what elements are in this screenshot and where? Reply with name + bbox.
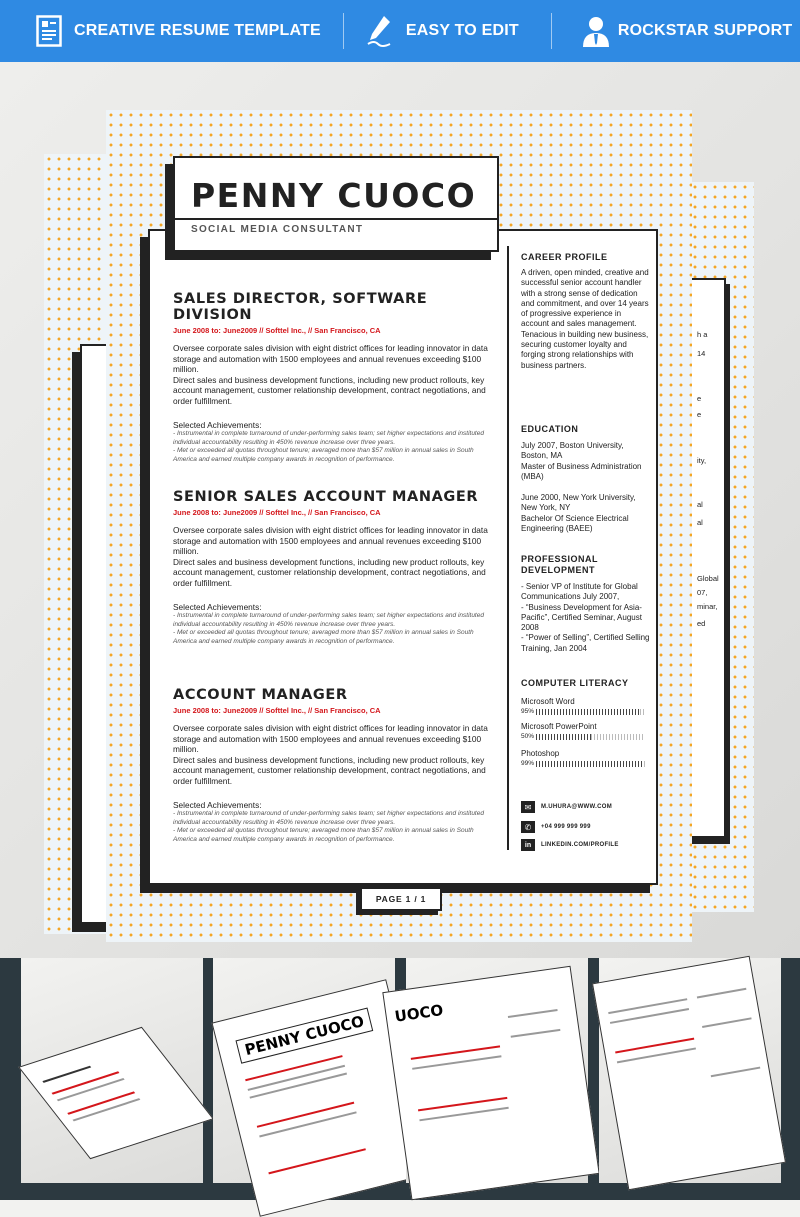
- back-text: 07,: [697, 588, 708, 597]
- column-divider: [507, 246, 509, 850]
- job-meta: June 2008 to: June2009 // Softtel Inc., // San Francisco, CA: [173, 706, 381, 715]
- job-entry: [173, 489, 493, 646]
- thumb-line: [711, 1067, 761, 1078]
- job-desc: Direct sales and business development functions, including new product rollouts, key account management, customer relationship development, contract negotiations, and order fulfillment.: [173, 556, 486, 588]
- feature-label: CREATIVE RESUME TEMPLATE: [74, 22, 321, 39]
- professional-development-section: [521, 554, 650, 654]
- job-meta: June 2008 to: June2009 // Softtel Inc., // San Francisco, CA: [173, 508, 381, 517]
- skill-bar: [536, 709, 645, 715]
- name-box: [173, 156, 499, 252]
- skill-bar-remainder: [644, 761, 645, 767]
- back-text: al: [697, 518, 703, 527]
- email-text: M.UHURA@WWW.COM: [541, 804, 613, 810]
- email-icon: ✉: [521, 801, 535, 813]
- job-desc: Oversee corporate sales division with eight district offices for leading innovator in data storage and automation with 1500 employees and annual revenues exceeding $100 million.: [173, 723, 488, 754]
- thumb-line: [508, 1009, 558, 1018]
- section-heading: CAREER PROFILE: [521, 252, 608, 262]
- contact-email: [521, 801, 612, 813]
- achievement-item: - Met or exceeded all quotas throughout tenure; averaged more than $57 million in annual sales in South America and earned multiple company awards in recognition of performance.: [173, 629, 474, 645]
- thumb-sheet: [18, 1027, 214, 1159]
- thumb-line: [268, 1148, 366, 1174]
- contact-phone: [521, 821, 591, 833]
- thumb-line: [259, 1111, 357, 1137]
- achievement-item: - Instrumental in complete turnaround of under-performing sales team; set higher expectations and instituted individual accountability resulting in 450% revenue increase over three years.: [173, 430, 484, 446]
- skill-item: [521, 697, 645, 715]
- skill-name: Microsoft Word: [521, 697, 575, 706]
- skill-bar: [536, 734, 645, 740]
- job-entry: [173, 687, 493, 844]
- pd-item: - “Power of Selling”, Certified Selling Training, Jan 2004: [521, 633, 650, 653]
- phone-icon: ✆: [521, 821, 535, 833]
- job-desc: Direct sales and business development functions, including new product rollouts, key account management, customer relationship development, contract negotiations, and order fulfillment.: [173, 754, 486, 786]
- name-rule: [175, 218, 497, 220]
- thumbnail-strip: [0, 958, 800, 1200]
- feature-support: [582, 0, 792, 62]
- computer-literacy-heading-wrap: [521, 678, 651, 689]
- job-title: SALES DIRECTOR, SOFTWARE DIVISION: [173, 291, 428, 323]
- job-desc: Oversee corporate sales division with eight district offices for leading innovator in data storage and automation with 1500 employees and annual revenues exceeding $100 million.: [173, 343, 488, 374]
- back-text: h a: [697, 330, 708, 339]
- candidate-title: SOCIAL MEDIA CONSULTANT: [191, 224, 364, 235]
- thumbnail-1[interactable]: [21, 958, 203, 1183]
- back-text: e: [697, 410, 702, 419]
- skill-percent: 99%: [521, 760, 535, 767]
- phone-text: +04 999 999 999: [541, 824, 591, 830]
- pd-item: - Senior VP of Institute for Global Communications July 2007,: [521, 582, 638, 602]
- skill-name: Photoshop: [521, 749, 560, 758]
- pd-item: - “Business Development for Asia-Pacific”, Certified Seminar, August 2008: [521, 602, 642, 633]
- career-profile-section: [521, 252, 651, 371]
- job-title: ACCOUNT MANAGER: [173, 687, 348, 703]
- divider: [343, 13, 344, 49]
- thumb-name: PENNY CUOCO: [235, 1008, 373, 1064]
- job-desc: Direct sales and business development functions, including new product rollouts, key account management, customer relationship development, contract negotiations, and order fulfillment.: [173, 374, 486, 406]
- education-degree: Bachelor Of Science Electrical Engineering (BAEE): [521, 513, 629, 534]
- achievement-item: - Met or exceeded all quotas throughout tenure; averaged more than $57 million in annual sales in South America and earned multiple company awards in recognition of performance.: [173, 447, 474, 463]
- achievement-item: - Met or exceeded all quotas throughout tenure; averaged more than $57 million in annual sales in South America and earned multiple company awards in recognition of performance.: [173, 827, 474, 843]
- back-text: Global: [697, 574, 719, 583]
- job-desc: Oversee corporate sales division with eight district offices for leading innovator in data storage and automation with 1500 employees and annual revenues exceeding $100 million.: [173, 525, 488, 556]
- thumb-line: [42, 1066, 91, 1083]
- job-entry: [173, 291, 493, 464]
- thumbnail-2[interactable]: [213, 958, 395, 1183]
- skill-item: [521, 749, 645, 767]
- skill-bar: [536, 761, 645, 767]
- section-heading: PROFESSIONAL DEVELOPMENT: [521, 554, 598, 575]
- feature-easy-edit: [366, 0, 519, 62]
- profile-text: A driven, open minded, creative and successful senior account handler with a strong sense of dedication and commitment, and over 14 years of progressive experience in account and sales management. Tenacious in building new business, securing customer loyalty and forging strong relationships with business partners.: [521, 268, 649, 370]
- education-degree: Master of Business Administration (MBA): [521, 461, 642, 481]
- back-text: 14: [697, 349, 706, 358]
- job-title: SENIOR SALES ACCOUNT MANAGER: [173, 489, 479, 505]
- job-meta: June 2008 to: June2009 // Softtel Inc., // San Francisco, CA: [173, 326, 381, 335]
- person-icon: [582, 15, 610, 47]
- skill-percent: 50%: [521, 733, 535, 740]
- skill-bar-remainder: [591, 734, 646, 740]
- section-heading: EDUCATION: [521, 424, 579, 434]
- thumb-sheet: [592, 956, 786, 1191]
- thumbnail-3[interactable]: [393, 958, 588, 1183]
- feature-label: ROCKSTAR SUPPORT: [617, 22, 793, 39]
- pencil-icon: [366, 14, 394, 48]
- back-text: e: [697, 394, 702, 403]
- back-text: al: [697, 500, 703, 509]
- back-text: ed: [697, 619, 706, 628]
- page-indicator: PAGE 1 / 1: [360, 887, 442, 911]
- back-text: ity,: [697, 456, 707, 465]
- contact-linkedin: [521, 839, 619, 851]
- thumb-sheet: [382, 966, 599, 1200]
- education-section: [521, 424, 651, 534]
- feature-banner: [0, 0, 800, 62]
- skill-name: Microsoft PowerPoint: [521, 722, 597, 731]
- linkedin-text: LINKEDIN.COM/PROFILE: [541, 842, 619, 848]
- candidate-name: PENNY CUOCO: [191, 176, 477, 215]
- document-icon: [36, 15, 62, 47]
- achievement-item: - Instrumental in complete turnaround of under-performing sales team; set higher expectations and instituted individual accountability resulting in 450% revenue increase over three years.: [173, 810, 484, 826]
- skill-bar-remainder: [640, 709, 645, 715]
- feature-creative-resume: [36, 0, 321, 62]
- education-entry: June 2000, New York University, New York, NY: [521, 493, 636, 513]
- achievement-item: - Instrumental in complete turnaround of under-performing sales team; set higher expectations and instituted individual accountability resulting in 450% revenue increase over three years.: [173, 612, 484, 628]
- thumb-line: [697, 988, 747, 999]
- thumb-line: [511, 1029, 561, 1038]
- linkedin-icon: in: [521, 839, 535, 851]
- thumbnail-4[interactable]: [599, 958, 781, 1183]
- thumb-line: [702, 1017, 752, 1028]
- achievements-heading: Selected Achievements:: [173, 602, 262, 612]
- feature-label: EASY TO EDIT: [405, 22, 519, 39]
- thumb-name: UOCO: [393, 1001, 445, 1026]
- divider: [551, 13, 552, 49]
- education-entry: July 2007, Boston University, Boston, MA: [521, 441, 624, 461]
- achievements-heading: Selected Achievements:: [173, 800, 262, 810]
- back-text: minar,: [697, 602, 718, 611]
- skill-percent: 95%: [521, 708, 535, 715]
- section-heading: COMPUTER LITERACY: [521, 678, 629, 688]
- achievements-heading: Selected Achievements:: [173, 420, 262, 430]
- skill-item: [521, 722, 645, 740]
